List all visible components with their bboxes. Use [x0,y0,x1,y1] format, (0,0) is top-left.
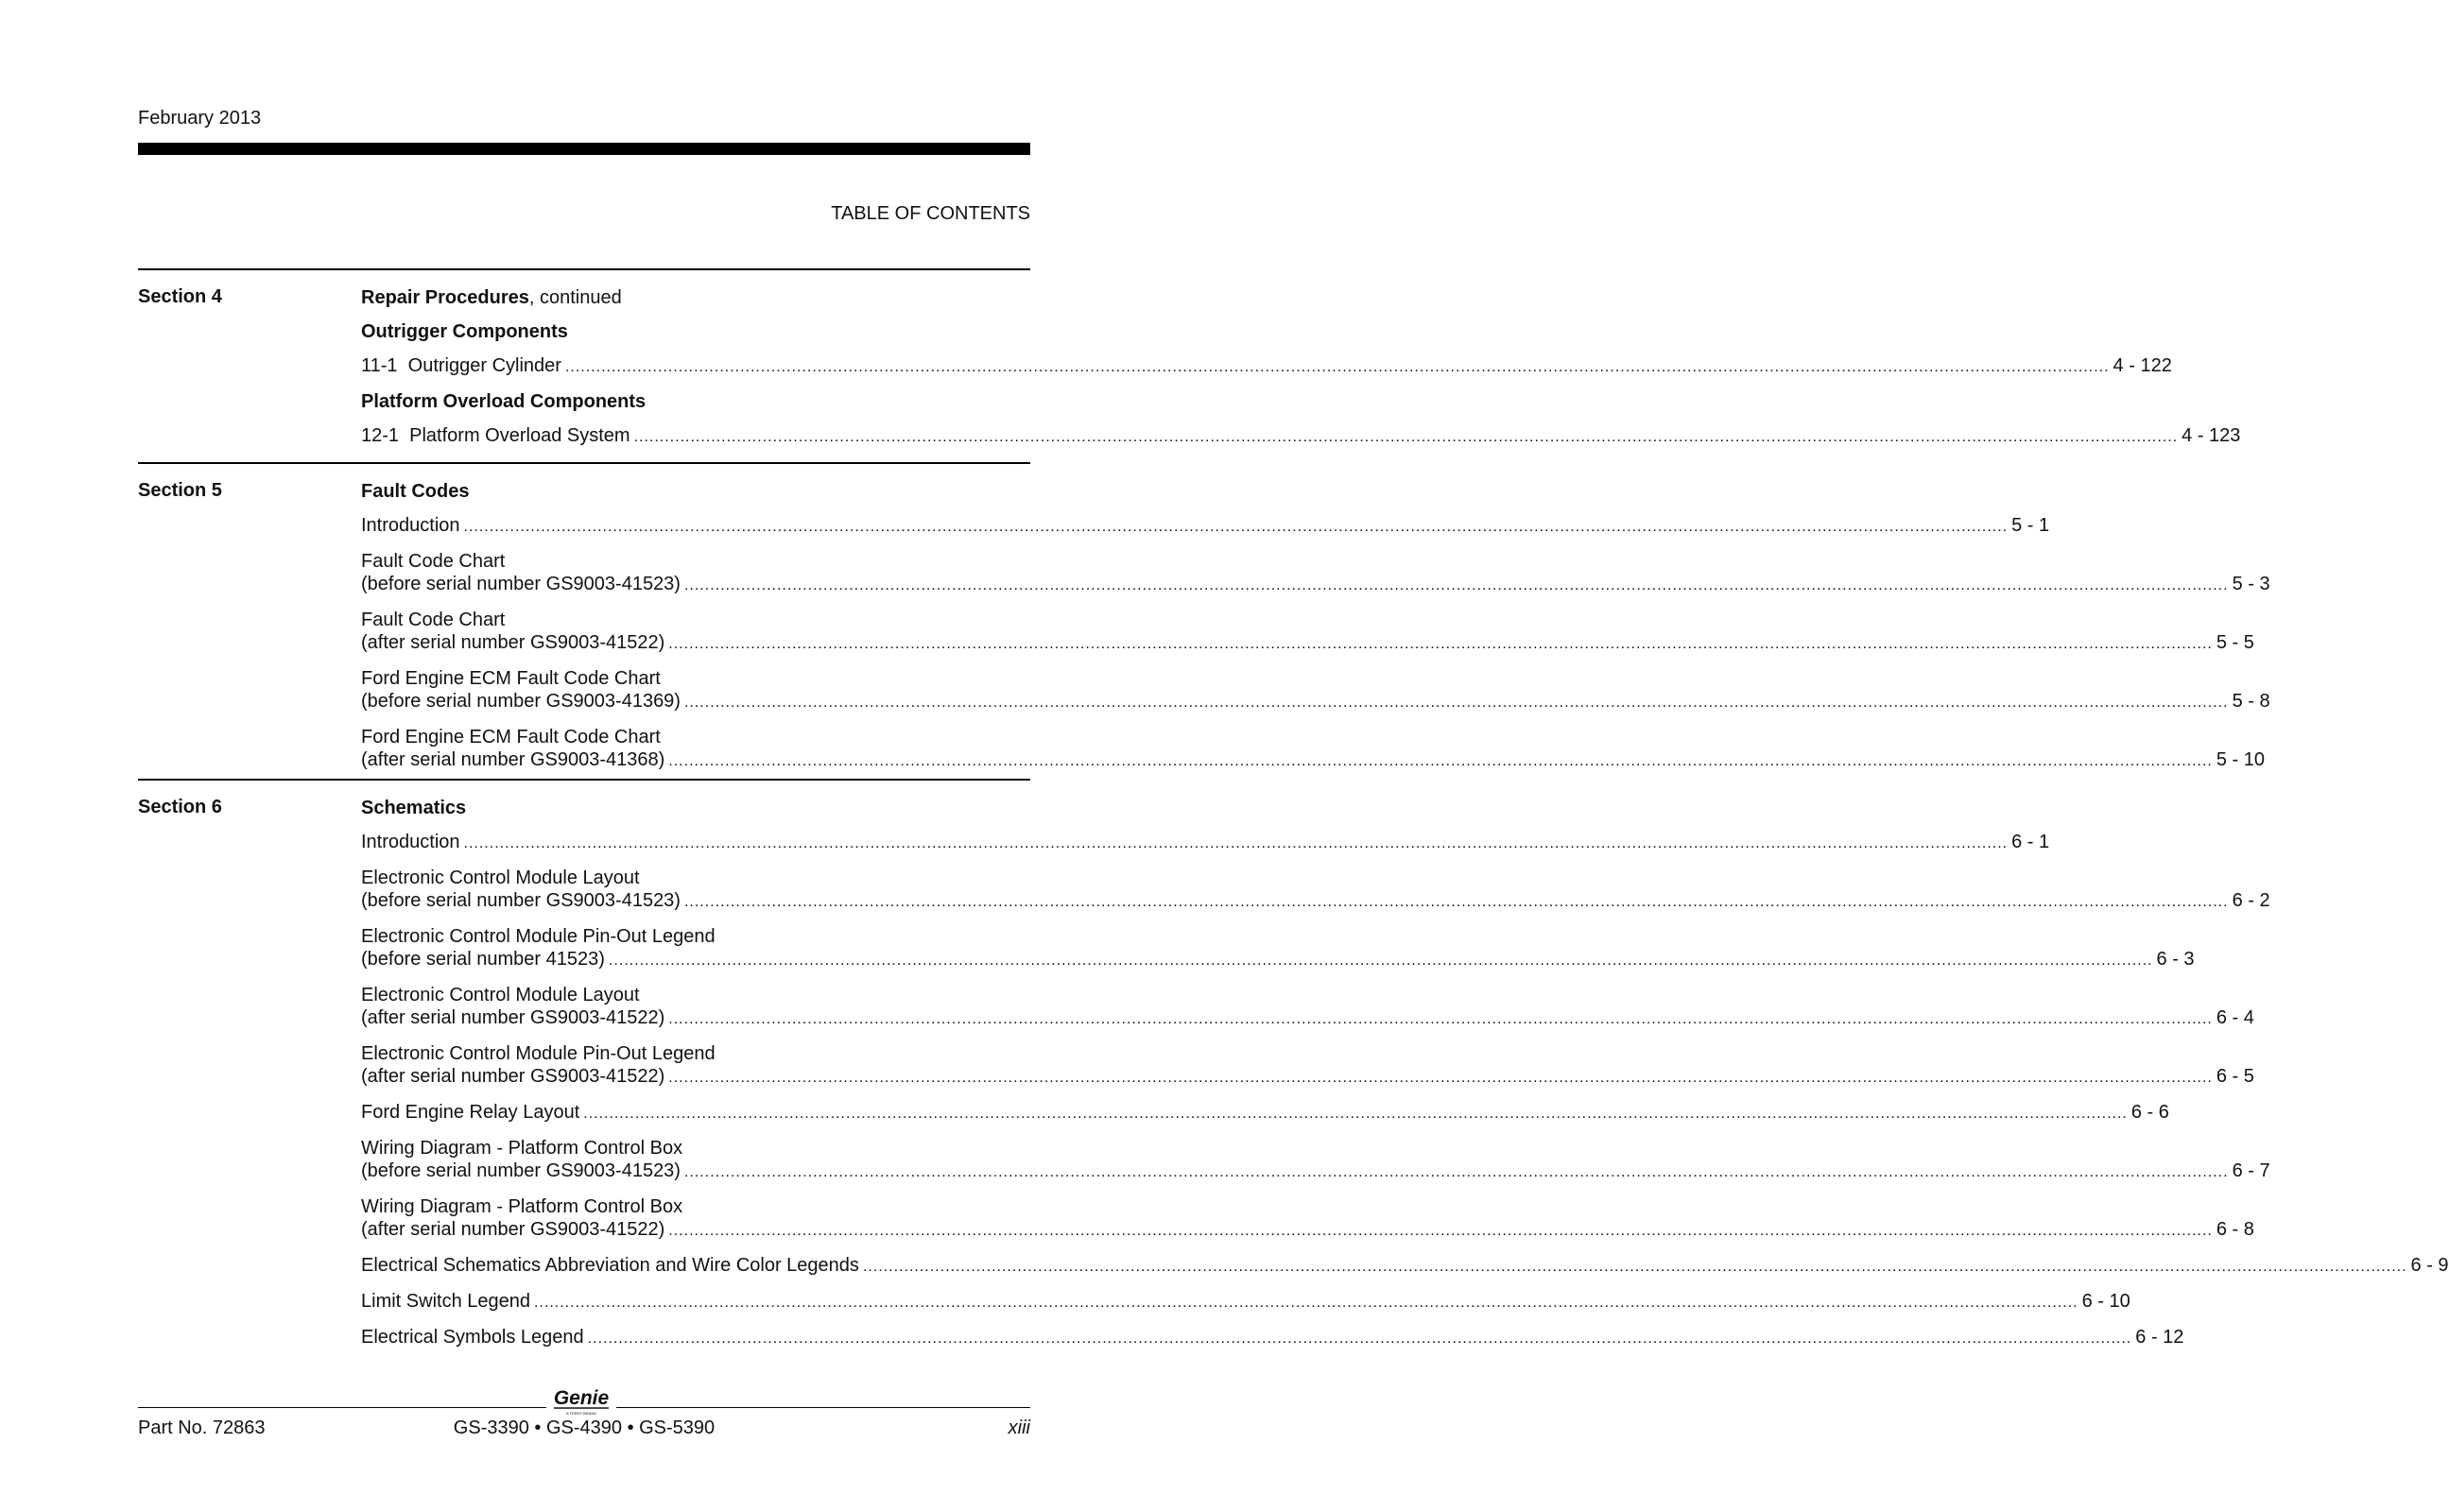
toc-entry[interactable] [361,1195,2254,1243]
header-bar [138,143,1030,155]
section-label: Section 5 [138,480,222,501]
entry-title: Electronic Control Module Layout [361,985,640,1005]
section-title: Schematics [361,798,467,818]
entry-title: Wiring Diagram - Platform Control Box [361,1196,683,1217]
page-number: 6 - 1 [2011,832,2050,852]
dot-leader: ............................................................................................................................................................................................................................................................................................................ [668,753,2213,769]
toc-entry[interactable] [361,831,2050,855]
document-title: TABLE OF CONTENTS [831,203,1030,224]
genie-logo-icon [548,1385,614,1418]
entry-text: (before serial number GS9003-41369) [361,691,681,712]
page-number: 5 - 3 [2232,574,2270,594]
section-divider [138,779,1030,781]
svg-text:Genie: Genie [553,1387,610,1409]
section-6 [138,797,2449,1362]
dot-leader: ............................................................................................................................................................................................................................................................................................................ [463,835,2009,851]
part-number: Part No. 72863 [138,1418,266,1438]
page-number: 5 - 1 [2011,515,2050,536]
entry-title: Electronic Control Module Pin-Out Legend [361,926,716,947]
page-number-footer: xiii [1008,1418,1030,1438]
entry-text: (before serial number 41523) [361,949,605,970]
entry-text: Limit Switch Legend [361,1291,530,1312]
page-number: 6 - 9 [2410,1255,2449,1276]
entry-text: (after serial number GS9003-41522) [361,1066,665,1087]
toc-entry[interactable] [361,514,2050,539]
toc-entry[interactable] [361,1290,2130,1314]
entry-text: Electrical Schematics Abbreviation and Wire Color Legends [361,1255,859,1276]
toc-entry[interactable]: 11-1 Outrigger Cylinder ............................................................................................................................................................................................................................................................................................................ 4 - 122 [361,355,2172,376]
group-heading: Outrigger Components [361,321,568,342]
entry-text: (before serial number GS9003-41523) [361,574,681,594]
entry-text: (before serial number GS9003-41523) [361,1160,681,1181]
dot-leader: ............................................................................................................................................................................................................................................................................................................ [683,1164,2229,1180]
page-number: 6 - 8 [2216,1219,2254,1240]
toc-entry[interactable] [361,1137,2270,1184]
entry-text: (after serial number GS9003-41522) [361,1219,665,1240]
svg-text:A TEREX BRAND: A TEREX BRAND [566,1411,596,1416]
footer-rule [616,1407,1030,1408]
entry-text: Introduction [361,832,460,852]
toc-entry[interactable] [361,550,2270,597]
entry-title: Fault Code Chart [361,610,506,630]
entry-text: (after serial number GS9003-41368) [361,749,665,770]
entry-text: Introduction [361,515,460,536]
entry-title: Electronic Control Module Layout [361,868,640,888]
section-label: Section 6 [138,797,222,817]
entry-text: Ford Engine Relay Layout [361,1102,580,1123]
dot-leader: ............................................................................................................................................................................................................................................................................................................ [668,1011,2213,1027]
entry-text: (before serial number GS9003-41523) [361,890,681,911]
page-number: 6 - 5 [2216,1066,2254,1087]
dot-leader: ............................................................................................................................................................................................................................................................................................................ [583,1106,2128,1122]
entry-title: Wiring Diagram - Platform Control Box [361,1138,683,1159]
section-label: Section 4 [138,286,222,307]
toc-entry[interactable] [361,925,2195,972]
dot-leader: ............................................................................................................................................................................................................................................................................................................ [683,695,2229,711]
dot-leader: ............................................................................................................................................................................................................................................................................................................ [683,894,2229,910]
page-number: 4 - 123 [2182,425,2241,446]
entry-title: Fault Code Chart [361,551,506,572]
entry-title: Electronic Control Module Pin-Out Legend [361,1043,716,1064]
model-list: GS-3390 • GS-4390 • GS-5390 [453,1418,716,1438]
dot-leader: ............................................................................................................................................................................................................................................................................................................ [587,1331,2132,1347]
toc-entry[interactable] [361,1042,2254,1090]
dot-leader: ............................................................................................................................................................................................................................................................................................................ [668,1223,2213,1239]
toc-entry[interactable] [361,984,2254,1031]
toc-entry[interactable] [361,1254,2449,1279]
footer-rule [138,1407,546,1408]
page-number: 5 - 5 [2216,632,2254,653]
entry-text: (after serial number GS9003-41522) [361,632,665,653]
section-divider [138,462,1030,464]
page-number: 6 - 6 [2130,1102,2169,1123]
dot-leader: ............................................................................................................................................................................................................................................................................................................ [668,636,2213,652]
entry-text: (after serial number GS9003-41522) [361,1007,665,1028]
group-heading: Platform Overload Components [361,391,647,412]
toc-entry[interactable]: 12-1 Platform Overload System ............................................................................................................................................................................................................................................................................................................ 4 - 123 [361,425,2241,446]
section-4 [138,286,2241,460]
entry-title: Ford Engine ECM Fault Code Chart [361,668,661,689]
page-number: 6 - 3 [2156,949,2195,970]
page-date: February 2013 [138,108,262,129]
entry-text: Electrical Symbols Legend [361,1327,584,1348]
dot-leader: ............................................................................................................................................................................................................................................................................................................ [668,1070,2213,1086]
dot-leader: ............................................................................................................................................................................................................................................................................................................ [683,577,2229,593]
page-number: 5 - 8 [2232,691,2270,712]
dot-leader: ............................................................................................................................................................................................................................................................................................................ [862,1259,2407,1275]
section-title: Repair Procedures, continued [361,287,622,308]
toc-entry[interactable] [361,726,2266,773]
section-divider [138,268,1030,270]
entry-title: Ford Engine ECM Fault Code Chart [361,727,661,747]
page-number: 4 - 122 [2113,355,2172,376]
dot-leader: ............................................................................................................................................................................................................................................................................................................ [533,1295,2078,1311]
page-number: 6 - 2 [2232,890,2270,911]
toc-entry[interactable] [361,667,2270,714]
page-number: 6 - 12 [2135,1327,2184,1348]
toc-entry[interactable] [361,1326,2184,1350]
page-number: 6 - 4 [2216,1007,2254,1028]
toc-entry[interactable] [361,867,2270,914]
dot-leader: ............................................................................................................................................................................................................................................................................................................ [608,953,2153,969]
page-number: 5 - 10 [2216,749,2266,770]
toc-entry[interactable] [361,609,2254,656]
section-5 [138,480,2270,784]
section-title: Fault Codes [361,481,470,502]
toc-entry[interactable] [361,1101,2169,1125]
page-number: 6 - 7 [2232,1160,2270,1181]
page-number: 6 - 10 [2081,1291,2130,1312]
dot-leader: ............................................................................................................................................................................................................................................................................................................ [463,519,2009,535]
